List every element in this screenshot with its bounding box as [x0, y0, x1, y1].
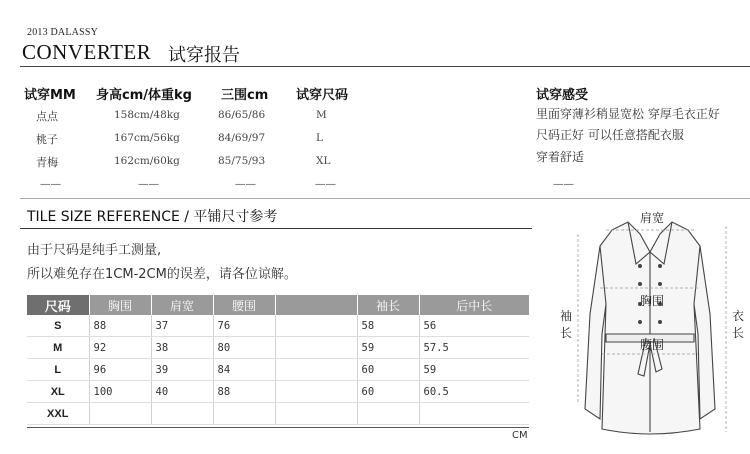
measurements: ——: [235, 178, 256, 190]
tile-title-underline: [20, 228, 532, 229]
table-row: [27, 337, 529, 359]
col-sleeve: 袖长: [357, 295, 419, 315]
cell-back-length: [419, 403, 529, 425]
size-table: [27, 295, 529, 425]
size-table-header: [27, 295, 529, 315]
col-waist: 腰围: [213, 295, 275, 315]
cell-shoulder: 38: [151, 337, 213, 359]
cell-back-length: 57.5: [419, 337, 529, 359]
label-waist: 腰围: [640, 338, 665, 352]
model-name: 桃子: [36, 133, 58, 146]
feel-line: ——: [553, 178, 574, 190]
cell-waist: 80: [213, 337, 275, 359]
cell-sleeve: 59: [357, 337, 419, 359]
fitting-col-size: 试穿尺码: [296, 88, 349, 103]
cell-chest: 88: [89, 315, 151, 337]
table-bottom-rule: [27, 427, 529, 428]
height-weight: 167cm/56kg: [114, 132, 180, 144]
tried-size: M: [316, 109, 327, 121]
cell-size: S: [27, 315, 89, 337]
feel-line: 穿着舒适: [536, 150, 585, 164]
cell-size: XXL: [27, 403, 89, 425]
cell-back-length: 60.5: [419, 381, 529, 403]
label-shoulder: 肩宽: [640, 211, 665, 225]
cell-shoulder: [151, 403, 213, 425]
cell-size: L: [27, 359, 89, 381]
label-length-2: 长: [732, 326, 745, 340]
measurement-note: 所以难免存在1CM-2CM的误差，请各位谅解。: [27, 267, 297, 282]
cell-shoulder: 40: [151, 381, 213, 403]
fitting-col-model: 试穿MM: [24, 88, 76, 103]
fitting-col-measurements: 三围cm: [221, 88, 269, 103]
feel-header: 试穿感受: [536, 88, 589, 103]
cell-blank: [275, 337, 357, 359]
col-chest: 胸围: [89, 295, 151, 315]
label-chest: 胸围: [640, 294, 665, 308]
tile-size-title: TILE SIZE REFERENCE / 平铺尺寸参考: [27, 209, 278, 225]
measurements: 85/75/93: [218, 155, 266, 167]
cell-chest: 100: [89, 381, 151, 403]
cell-sleeve: 60: [357, 381, 419, 403]
report-title: 试穿报告: [168, 45, 240, 66]
measurements: 84/69/97: [218, 132, 266, 144]
cell-sleeve: [357, 403, 419, 425]
table-row: [27, 359, 529, 381]
cell-back-length: 56: [419, 315, 529, 337]
col-blank: [275, 295, 357, 315]
table-row: [27, 403, 529, 425]
cell-blank: [275, 403, 357, 425]
feel-line: 尺码正好 可以任意搭配衣服: [536, 128, 684, 142]
cell-blank: [275, 315, 357, 337]
cell-back-length: 59: [419, 359, 529, 381]
cell-blank: [275, 381, 357, 403]
model-name: ——: [40, 178, 61, 190]
table-row: [27, 381, 529, 403]
cell-sleeve: 60: [357, 359, 419, 381]
cell-waist: [213, 403, 275, 425]
brand-name: CONVERTER: [22, 40, 152, 64]
label-sleeve-2: 长: [560, 326, 573, 340]
table-row: [27, 315, 529, 337]
cell-sleeve: 58: [357, 315, 419, 337]
measurements: 86/65/86: [218, 109, 266, 121]
cell-shoulder: 37: [151, 315, 213, 337]
cell-chest: 96: [89, 359, 151, 381]
height-weight: 158cm/48kg: [114, 109, 180, 121]
cell-waist: 88: [213, 381, 275, 403]
tried-size: L: [316, 132, 323, 144]
measurement-note: 由于尺码是纯手工测量,: [27, 243, 162, 258]
fitting-col-height-weight: 身高cm/体重kg: [96, 88, 192, 103]
cell-shoulder: 39: [151, 359, 213, 381]
tried-size: ——: [315, 178, 336, 190]
unit-label: CM: [512, 430, 528, 441]
cell-size: M: [27, 337, 89, 359]
coat-diagram: [550, 204, 750, 449]
label-sleeve-1: 袖: [560, 309, 573, 323]
col-back-length: 后中长: [419, 295, 529, 315]
cell-blank: [275, 359, 357, 381]
feel-line: 里面穿薄衫稍显宽松 穿厚毛衣正好: [536, 107, 720, 121]
col-shoulder: 肩宽: [151, 295, 213, 315]
model-name: 青梅: [36, 156, 58, 169]
col-size: 尺码: [27, 295, 89, 315]
height-weight: ——: [138, 178, 159, 190]
model-name: 点点: [36, 110, 58, 123]
cell-waist: 84: [213, 359, 275, 381]
height-weight: 162cm/60kg: [114, 155, 180, 167]
cell-chest: [89, 403, 151, 425]
cell-size: XL: [27, 381, 89, 403]
header-divider: [20, 66, 750, 67]
tried-size: XL: [316, 155, 331, 167]
brand-year: 2013 DALASSY: [27, 27, 99, 38]
label-length-1: 衣: [732, 309, 745, 323]
cell-waist: 76: [213, 315, 275, 337]
cell-chest: 92: [89, 337, 151, 359]
section-divider: [20, 198, 750, 199]
